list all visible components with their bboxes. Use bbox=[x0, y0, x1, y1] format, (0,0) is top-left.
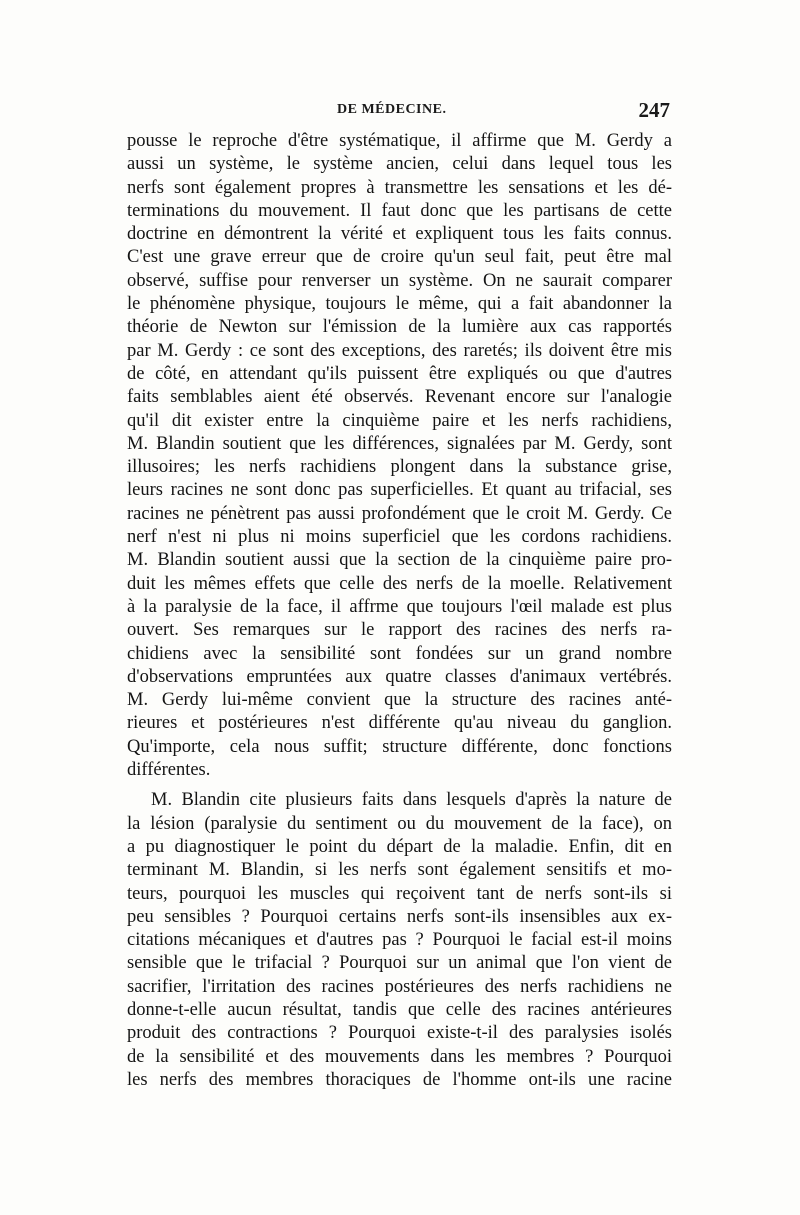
text-line: la lésion (paralysie du sentiment ou du mouvement de la face), on bbox=[127, 813, 672, 834]
text-line: leurs racines ne sont donc pas superficielles. Et quant au trifacial, ses bbox=[127, 480, 672, 501]
text-line: de la sensibilité et des mouvements dans les membres ? Pourquoi bbox=[127, 1046, 672, 1067]
paragraph-2 bbox=[127, 789, 672, 1092]
text-line: de côté, en attendant qu'ils puissent être expliqués ou que d'autres bbox=[127, 363, 672, 384]
text-line: doctrine en démontrent la vérité et expliquent tous les faits connus. bbox=[127, 224, 672, 245]
text-line: C'est une grave erreur que de croire qu'un seul fait, peut être mal bbox=[127, 247, 672, 268]
text-line: M. Gerdy lui-même convient que la structure des racines anté- bbox=[127, 690, 672, 711]
text-line: chidiens avec la sensibilité sont fondées sur un grand nombre bbox=[127, 643, 672, 664]
text-line: peu sensibles ? Pourquoi certains nerfs sont-ils insensibles aux ex- bbox=[127, 906, 672, 927]
text-line: sensible que le trifacial ? Pourquoi sur un animal que l'on vient de bbox=[127, 953, 672, 974]
page-header bbox=[127, 98, 672, 124]
text-line: différentes. bbox=[127, 760, 211, 781]
text-line: les nerfs des membres thoraciques de l'homme ont-ils une racine bbox=[127, 1069, 672, 1090]
paragraph-gap bbox=[127, 782, 672, 789]
text-line: d'observations empruntées aux quatre classes d'animaux vertébrés. bbox=[127, 666, 672, 687]
text-line: duit les mêmes effets que celle des nerfs de la moelle. Relativement bbox=[127, 573, 672, 594]
body-text bbox=[127, 130, 672, 1092]
text-line: nerf n'est ni plus ni moins superficiel que les cordons rachidiens. bbox=[127, 527, 672, 548]
text-line: sacrifier, l'irritation des racines postérieures des nerfs rachidiens ne bbox=[127, 976, 672, 997]
text-line: M. Blandin cite plusieurs faits dans lesquels d'après la nature de bbox=[151, 790, 672, 811]
text-line: rieures et postérieures n'est différente qu'au niveau du ganglion. bbox=[127, 713, 672, 734]
text-line: par M. Gerdy : ce sont des exceptions, des raretés; ils doivent être mis bbox=[127, 340, 672, 361]
text-line: Qu'importe, cela nous suffit; structure différente, donc fonctions bbox=[127, 736, 672, 757]
text-line: nerfs sont également propres à transmettre les sensations et les dé- bbox=[127, 177, 672, 198]
text-line: racines ne pénètrent pas aussi profondément que le croit M. Gerdy. Ce bbox=[127, 503, 672, 524]
paragraph-1 bbox=[127, 130, 672, 782]
text-line: pousse le reproche d'être systématique, il affirme que M. Gerdy a bbox=[127, 131, 672, 151]
text-line: terminant M. Blandin, si les nerfs sont également sensitifs et mo- bbox=[127, 860, 672, 881]
text-line: faits semblables aient été observés. Revenant encore sur l'analogie bbox=[127, 387, 672, 408]
text-line: donne-t-elle aucun résultat, tandis que celle des racines antérieures bbox=[127, 999, 672, 1020]
text-line: produit des contractions ? Pourquoi existe-t-il des paralysies isolés bbox=[127, 1023, 672, 1044]
running-head: DE MÉDECINE. bbox=[337, 102, 447, 117]
text-line: M. Blandin soutient aussi que la section de la cinquième paire pro- bbox=[127, 550, 672, 571]
text-line: terminations du mouvement. Il faut donc que les partisans de cette bbox=[127, 200, 672, 221]
text-line: teurs, pourquoi les muscles qui reçoivent tant de nerfs sont-ils si bbox=[127, 883, 672, 904]
text-line: M. Blandin soutient que les différences, signalées par M. Gerdy, sont bbox=[127, 433, 672, 454]
text-line: citations mécaniques et d'autres pas ? Pourquoi le facial est-il moins bbox=[127, 930, 672, 951]
text-line: le phénomène physique, toujours le même, qui a fait abandonner la bbox=[127, 294, 672, 315]
text-line: illusoires; les nerfs rachidiens plongent dans la substance grise, bbox=[127, 457, 672, 478]
page-number: 247 bbox=[638, 98, 670, 122]
text-line: a pu diagnostiquer le point du départ de la maladie. Enfin, dit en bbox=[127, 836, 672, 857]
text-line: à la paralysie de la face, il affrme que toujours l'œil malade est plus bbox=[127, 596, 672, 617]
text-line: qu'il dit exister entre la cinquième paire et les nerfs rachidiens, bbox=[127, 410, 672, 431]
text-line: observé, suffise pour renverser un système. On ne saurait comparer bbox=[127, 270, 672, 291]
text-line: ouvert. Ses remarques sur le rapport des racines des nerfs ra- bbox=[127, 620, 672, 641]
text-line: théorie de Newton sur l'émission de la lumière aux cas rapportés bbox=[127, 317, 672, 338]
text-line: aussi un système, le système ancien, celui dans lequel tous les bbox=[127, 154, 672, 175]
